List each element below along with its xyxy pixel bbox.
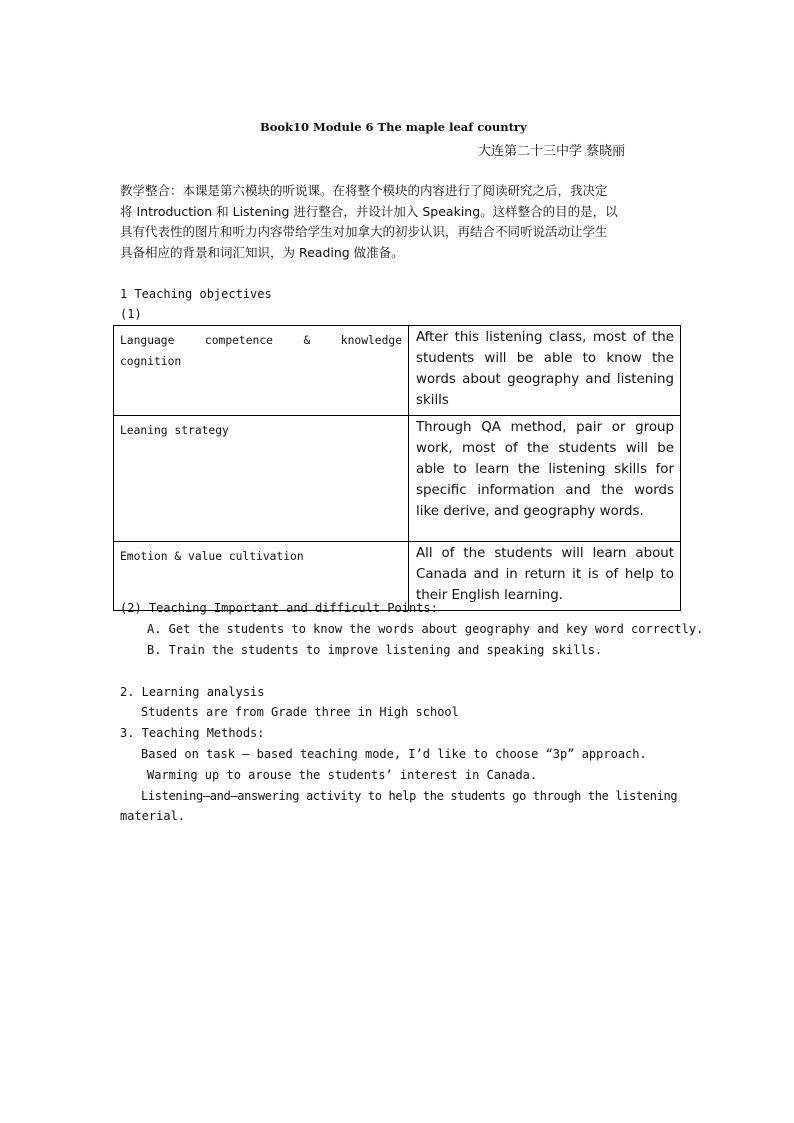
intro-line: 具备相应的背景和词汇知识，为 Reading 做准备。 [120,245,404,261]
author-line: 大连第二十三中学 蔡晓丽 [478,144,626,159]
key-point-b: B. Train the students to improve listening and speaking skills. [147,643,603,657]
intro-paragraph [120,181,680,264]
subsection-label: (1) [120,307,142,321]
teaching-method-line: Based on task – based teaching mode, I’d like to choose “3p” approach. [141,747,647,761]
objective-desc-cell [409,416,681,542]
key-point-a: A. Get the students to know the words about geography and key word correctly. [147,622,704,636]
objective-label-cell [114,416,409,542]
objective-description: After this listening class, most of the students will be able to know the words about geography and listening skills [416,330,674,408]
section-heading-teaching-methods: 3. Teaching Methods: [120,726,265,740]
objective-label: Emotion & value cultivation [120,550,304,563]
objective-desc-cell [409,542,681,611]
objective-desc-cell [409,326,681,416]
intro-line: 具有代表性的图片和听力内容带给学生对加拿大的初步认识，再结合不同听说活动让学生 [120,224,608,240]
objective-description: Through QA method, pair or group work, most of the students will be able to learn the listening skills for specific information and the words like derive, and geography words. [416,420,674,519]
document-title: Book10 Module 6 The maple leaf country [260,120,527,134]
objective-label: Leaning strategy [120,424,229,437]
teaching-method-line: material. [120,809,186,823]
objective-label-cell [114,326,409,416]
learning-analysis-text: Students are from Grade three in High school [141,705,459,719]
table-row [114,416,681,542]
teaching-method-line: Warming up to arouse the students’ interest in Canada. [147,768,538,782]
section-heading-learning-analysis: 2. Learning analysis [120,685,265,699]
objective-description: All of the students will learn about Canada and in return it is of help to their English learning. [416,546,674,603]
objective-label: cognition [120,355,182,368]
intro-line: 教学整合：本课是第六模块的听说课。在将整个模块的内容进行了阅读研究之后，我决定 [120,183,608,198]
table-row [114,326,681,416]
objective-label: Language competence & knowledge [120,334,402,347]
section-heading-objectives: 1 Teaching objectives [120,287,272,301]
objectives-table [113,325,681,611]
teaching-method-line: Listening–and–answering activity to help the students go through the listening [141,789,678,803]
intro-line: 将 Introduction 和 Listening 进行整合，并设计加入 Speaking。这样整合的目的是，以 [120,203,618,219]
section-heading-key-points: (2) Teaching Important and difficult Points: [120,601,438,615]
